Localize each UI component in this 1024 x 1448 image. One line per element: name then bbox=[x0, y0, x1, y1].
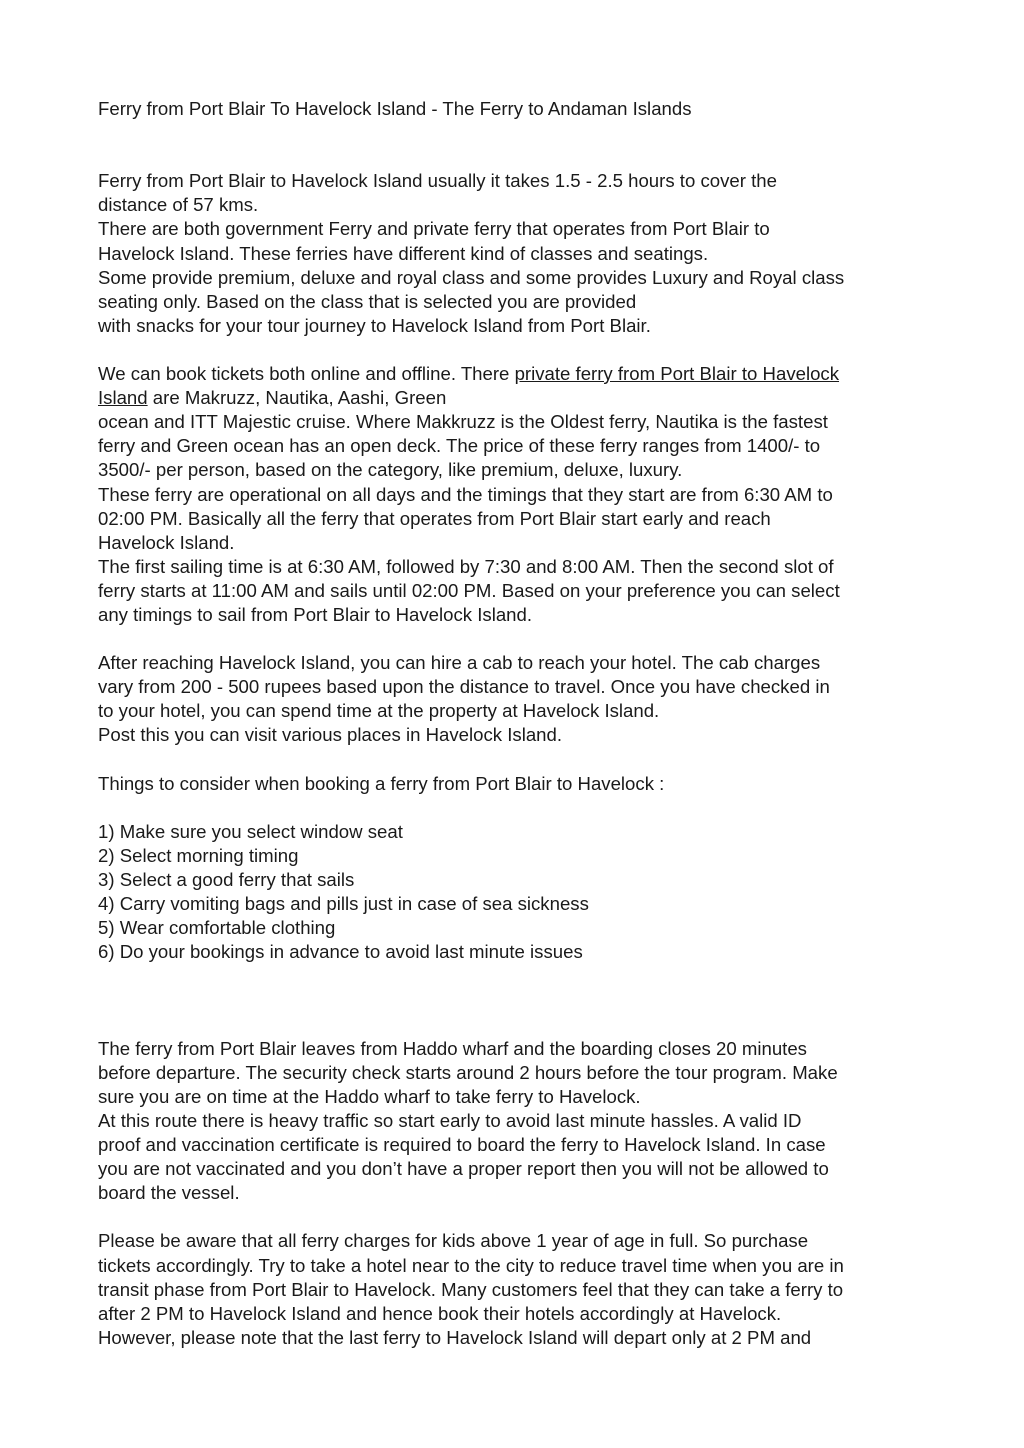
spacer bbox=[98, 1013, 944, 1037]
text-line: distance of 57 kms. bbox=[98, 194, 259, 216]
spacer bbox=[98, 627, 944, 651]
paragraph-charges bbox=[98, 1229, 944, 1349]
text-line: The first sailing time is at 6:30 AM, followed by 7:30 and 8:00 AM. Then the second slot of bbox=[98, 555, 834, 577]
text-fragment: We can book tickets both online and offline. There bbox=[98, 363, 515, 385]
text-line: you are not vaccinated and you don’t have a proper report then you will not be allowed to bbox=[98, 1158, 829, 1180]
text-line: board the vessel. bbox=[98, 1182, 240, 1204]
list-item: 2) Select morning timing bbox=[98, 844, 299, 866]
text-line: to your hotel, you can spend time at the property at Havelock Island. bbox=[98, 700, 660, 722]
text-line: vary from 200 - 500 rupees based upon the distance to travel. Once you have checked in bbox=[98, 676, 830, 698]
text-line: Ferry from Port Blair to Havelock Island usually it takes 1.5 - 2.5 hours to cover the bbox=[98, 170, 777, 192]
document-title: Ferry from Port Blair To Havelock Island - The Ferry to Andaman Islands bbox=[98, 98, 692, 119]
text-line bbox=[98, 386, 944, 410]
text-line: before departure. The security check starts around 2 hours before the tour program. Make bbox=[98, 1061, 838, 1083]
text-line: The ferry from Port Blair leaves from Haddo wharf and the boarding closes 20 minutes bbox=[98, 1037, 807, 1059]
text-line: 3500/- per person, based on the category, like premium, deluxe, luxury. bbox=[98, 459, 683, 481]
paragraph-ferry-intro bbox=[98, 169, 944, 338]
text-line: 02:00 PM. Basically all the ferry that operates from Port Blair start early and reach bbox=[98, 507, 771, 529]
text-line: tickets accordingly. Try to take a hotel near to the city to reduce travel time when you are in bbox=[98, 1254, 844, 1276]
list-item: 1) Make sure you select window seat bbox=[98, 820, 403, 842]
text-line: ferry starts at 11:00 AM and sails until 02:00 PM. Based on your preference you can select bbox=[98, 579, 840, 601]
private-ferry-link-continued[interactable]: Island bbox=[98, 387, 148, 409]
things-to-consider-heading: Things to consider when booking a ferry from Port Blair to Havelock : bbox=[98, 772, 665, 794]
tips-list bbox=[98, 820, 944, 965]
text-line: These ferry are operational on all days and the timings that they start are from 6:30 AM to bbox=[98, 483, 833, 505]
spacer bbox=[98, 964, 944, 988]
spacer bbox=[98, 1205, 944, 1229]
text-line: Post this you can visit various places in Havelock Island. bbox=[98, 724, 563, 746]
paragraph-boarding bbox=[98, 1037, 944, 1206]
text-line: after 2 PM to Havelock Island and hence book their hotels accordingly at Havelock. bbox=[98, 1302, 782, 1324]
text-line: seating only. Based on the class that is selected you are provided bbox=[98, 290, 637, 312]
text-line: proof and vaccination certificate is required to board the ferry to Havelock Island. In case bbox=[98, 1134, 826, 1156]
spacer bbox=[98, 748, 944, 772]
list-item: 4) Carry vomiting bags and pills just in case of sea sickness bbox=[98, 893, 589, 915]
text-line: Havelock Island. bbox=[98, 531, 235, 553]
list-item: 3) Select a good ferry that sails bbox=[98, 869, 355, 890]
text-line: ferry and Green ocean has an open deck. The price of these ferry ranges from 1400/- to bbox=[98, 435, 821, 457]
list-item: 5) Wear comfortable clothing bbox=[98, 917, 336, 939]
text-line: with snacks for your tour journey to Havelock Island from Port Blair. bbox=[98, 314, 651, 336]
text-line: ocean and ITT Majestic cruise. Where Makkruzz is the Oldest ferry, Nautika is the fastest bbox=[98, 411, 828, 433]
spacer bbox=[98, 988, 944, 1012]
text-line bbox=[98, 362, 944, 386]
text-line: Some provide premium, deluxe and royal class and some provides Luxury and Royal class bbox=[98, 266, 845, 288]
spacer bbox=[98, 121, 944, 145]
text-line: There are both government Ferry and private ferry that operates from Port Blair to bbox=[98, 218, 770, 240]
text-line: After reaching Havelock Island, you can hire a cab to reach your hotel. The cab charges bbox=[98, 652, 821, 674]
paragraph-after-reaching bbox=[98, 651, 944, 747]
paragraph-booking bbox=[98, 362, 944, 627]
spacer bbox=[98, 338, 944, 362]
spacer bbox=[98, 796, 944, 820]
text-line: However, please note that the last ferry to Havelock Island will depart only at 2 PM and bbox=[98, 1326, 812, 1348]
text-line: transit phase from Port Blair to Havelock. Many customers feel that they can take a ferry to bbox=[98, 1278, 844, 1300]
private-ferry-link[interactable]: private ferry from Port Blair to Havelock bbox=[514, 363, 840, 385]
text-line: any timings to sail from Port Blair to Havelock Island. bbox=[98, 603, 533, 625]
spacer bbox=[98, 145, 944, 169]
text-line: At this route there is heavy traffic so start early to avoid last minute hassles. A valid ID bbox=[98, 1109, 802, 1131]
text-line: Havelock Island. These ferries have different kind of classes and seatings. bbox=[98, 242, 709, 264]
list-item: 6) Do your bookings in advance to avoid last minute issues bbox=[98, 941, 583, 963]
text-fragment: are Makruzz, Nautika, Aashi, Green bbox=[147, 387, 447, 409]
text-line: Please be aware that all ferry charges for kids above 1 year of age in full. So purchase bbox=[98, 1230, 809, 1252]
text-line: sure you are on time at the Haddo wharf to take ferry to Havelock. bbox=[98, 1085, 641, 1107]
